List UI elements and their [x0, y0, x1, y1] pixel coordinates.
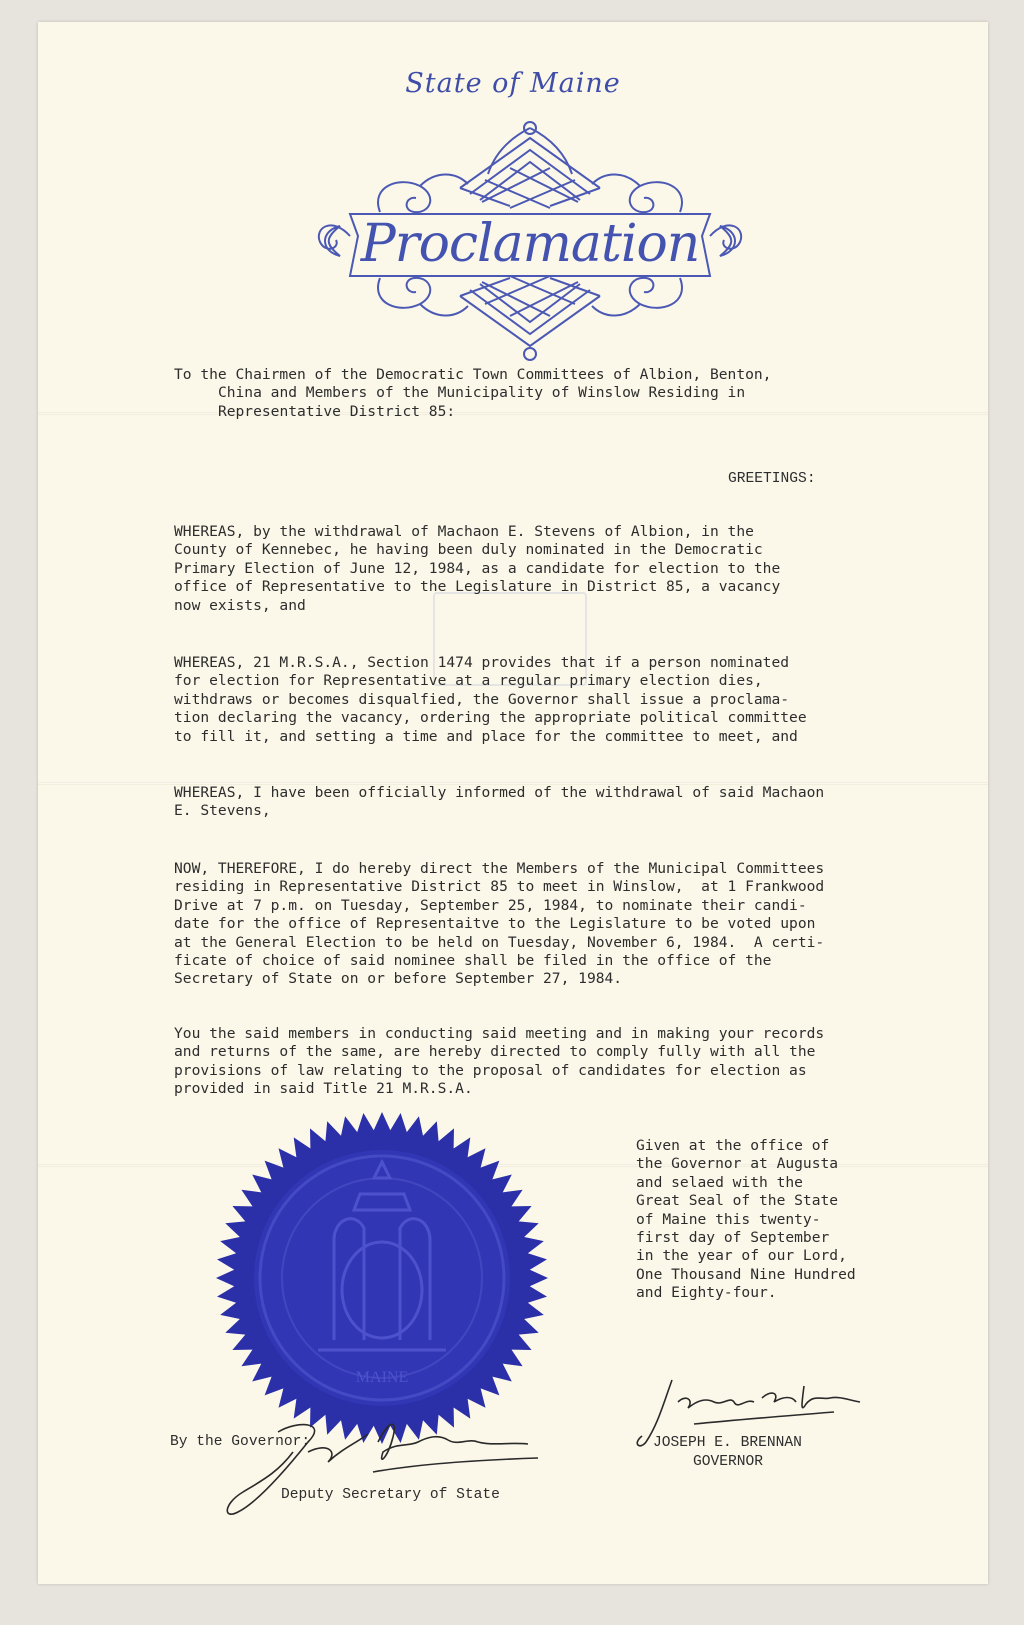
paragraph-whereas-withdrawal: WHEREAS, by the withdrawal of Machaon E. Stevens of Albion, in the County of Kennebec, he having been duly nominated in the Democratic Primary Election of June 12, 1984, as a candidate for election to the office of Representative to the Legislature in District 85, a vacancy now exists, and [174, 523, 781, 614]
deputy-secretary-label: Deputy Secretary of State [281, 1487, 500, 1503]
state-title: State of Maine [405, 68, 621, 99]
salutation: To the Chairmen of the Democratic Town Committees of Albion, Benton, China and Members of the Municipality of Winslow Residing in Representative District 85: [174, 366, 772, 420]
greetings: GREETINGS: [728, 471, 816, 487]
proclamation-title: Proclamation [360, 214, 700, 274]
proclamation-sheet [38, 22, 988, 1584]
paragraph-now-therefore: NOW, THEREFORE, I do hereby direct the Members of the Municipal Committees residing in Representative District 85 to meet in Winslow, at 1 Frankwood Drive at 7 p.m. on Tuesday, September 25, 1984, to nominate their candi- date for the office of Representaitve to the Legislature to be voted upon at the General Election to be held on Tuesday, November 6, 1984. A certi- ficate of choice of said nominee shall be filed in the office of the Secretary of State on or before September 27, 1984. [174, 860, 825, 988]
paragraph-whereas-statute: WHEREAS, 21 M.R.S.A., Section 1474 provides that if a person nominated for election for Representative at a regular primary election dies, withdraws or becomes disqualfied, the Governor shall issue a proclama- tion declaring the vacancy, ordering the appropriate political committee to fill it, and setting a time and place for the committee to meet, and [174, 654, 807, 745]
given-at-augusta: Given at the office of the Governor at Augusta and selaed with the Great Seal of the State of Maine this twenty- first day of September in the year of our Lord, One Thousand Nine Hundred and Eighty-four. [636, 1137, 856, 1302]
governor-name: JOSEPH E. BRENNAN [653, 1435, 802, 1451]
by-the-governor-label: By the Governor: [170, 1434, 311, 1450]
seal-text: MAINE [355, 1369, 409, 1386]
governor-title: GOVERNOR [693, 1454, 764, 1470]
paragraph-whereas-informed: WHEREAS, I have been officially informed of the withdrawal of said Machaon E. Stevens, [174, 784, 825, 820]
proclamation-emblem [310, 116, 750, 366]
great-seal-icon [214, 1110, 550, 1446]
deputy-signature [218, 1412, 558, 1522]
paragraph-directive: You the said members in conducting said meeting and in making your records and returns of the same, are hereby directed to comply fully with all the provisions of law relating to the proposal of candidates for election as provided in said Title 21 M.R.S.A. [174, 1025, 825, 1098]
